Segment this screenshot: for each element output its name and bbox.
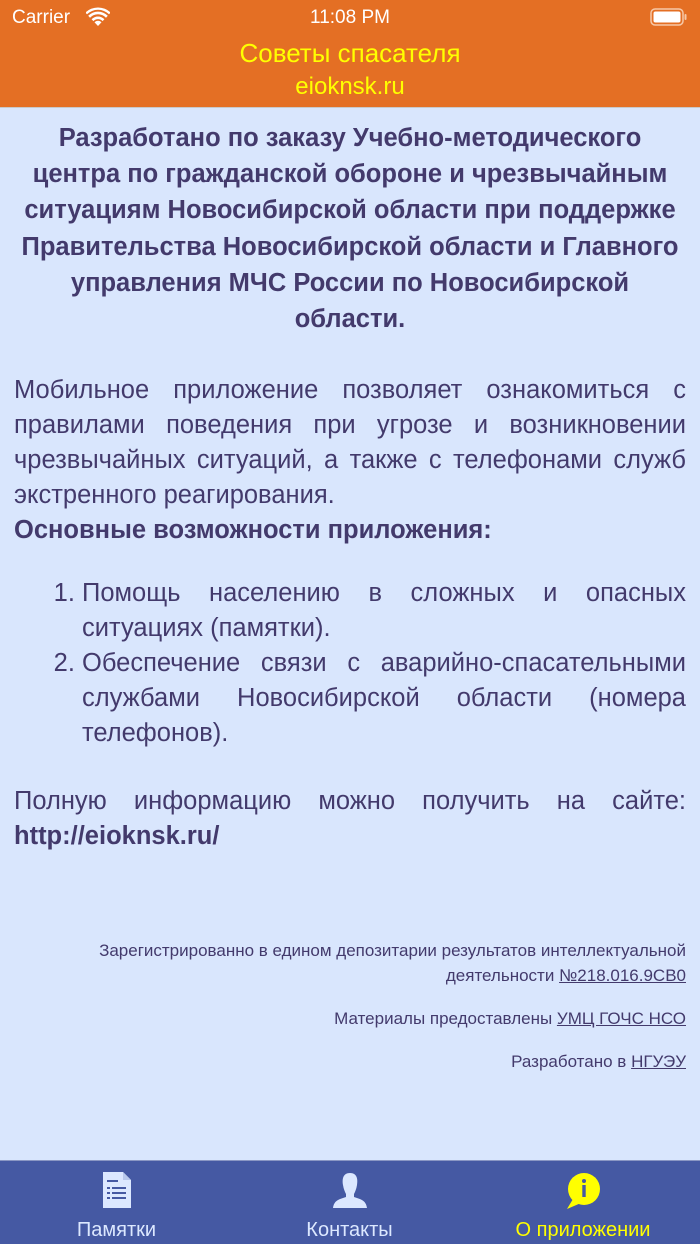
info-bubble-icon	[561, 1171, 605, 1213]
tab-memos[interactable]	[0, 1161, 233, 1244]
more-info-text: Полную информацию можно получить на сайте:	[14, 787, 686, 816]
clock: 11:08 PM	[310, 7, 390, 28]
tab-about[interactable]	[466, 1161, 700, 1244]
tab-bar	[0, 1160, 700, 1244]
person-icon	[332, 1171, 368, 1209]
tab-contacts[interactable]	[233, 1161, 466, 1244]
nav-title: Советы спасателя	[239, 38, 461, 68]
features-list	[14, 576, 686, 751]
materials-text: Материалы предоставлены	[334, 1009, 557, 1028]
tab-label: Контакты	[306, 1219, 393, 1241]
feature-item: 1. Помощь населению в сложных и опасных ситуациях (памятки).	[82, 576, 686, 646]
developer-text: Разработано в	[511, 1052, 632, 1071]
status-bar	[0, 0, 700, 36]
footer-notes	[14, 938, 686, 1092]
battery-icon	[650, 8, 688, 26]
nav-subtitle: eioknsk.ru	[295, 73, 405, 100]
about-content	[14, 120, 686, 854]
header	[0, 0, 700, 108]
document-list-icon	[102, 1171, 132, 1209]
tab-label: О приложении	[515, 1219, 651, 1241]
description-text: Мобильное приложение позволяет ознакомиться с правилами поведения при угрозе и возникновении чрезвычайных ситуаций, а также с телефонами служб экстренного реагирования.	[14, 376, 686, 510]
registration-text: Зарегистрированно в едином депозитарии результатов интеллектуальной деятельности	[99, 941, 686, 985]
registration-note	[14, 938, 686, 988]
registration-link[interactable]: №218.016.9CB0	[559, 966, 686, 985]
developer-link[interactable]: НГУЭУ	[631, 1052, 686, 1071]
features-title: Основные возможности приложения:	[14, 516, 492, 545]
feature-item: 2. Обеспечение связи с аварийно-спасательными службами Новосибирской области (номера телефонов).	[82, 646, 686, 751]
carrier-label: Carrier	[12, 7, 71, 28]
website-link[interactable]: http://eioknsk.ru/	[14, 822, 220, 851]
tab-label: Памятки	[76, 1219, 157, 1241]
materials-note	[14, 1006, 686, 1031]
materials-link[interactable]: УМЦ ГОЧС НСО	[556, 1009, 686, 1028]
developer-note	[14, 1049, 686, 1074]
intro-text: Разработано по заказу Учебно-методического центра по гражданской обороне и чрезвычайным ситуациям Новосибирской области при поддержке Правительства Новосибирской области и Главного управления МЧС России по Новосибирской области.	[21, 124, 679, 334]
